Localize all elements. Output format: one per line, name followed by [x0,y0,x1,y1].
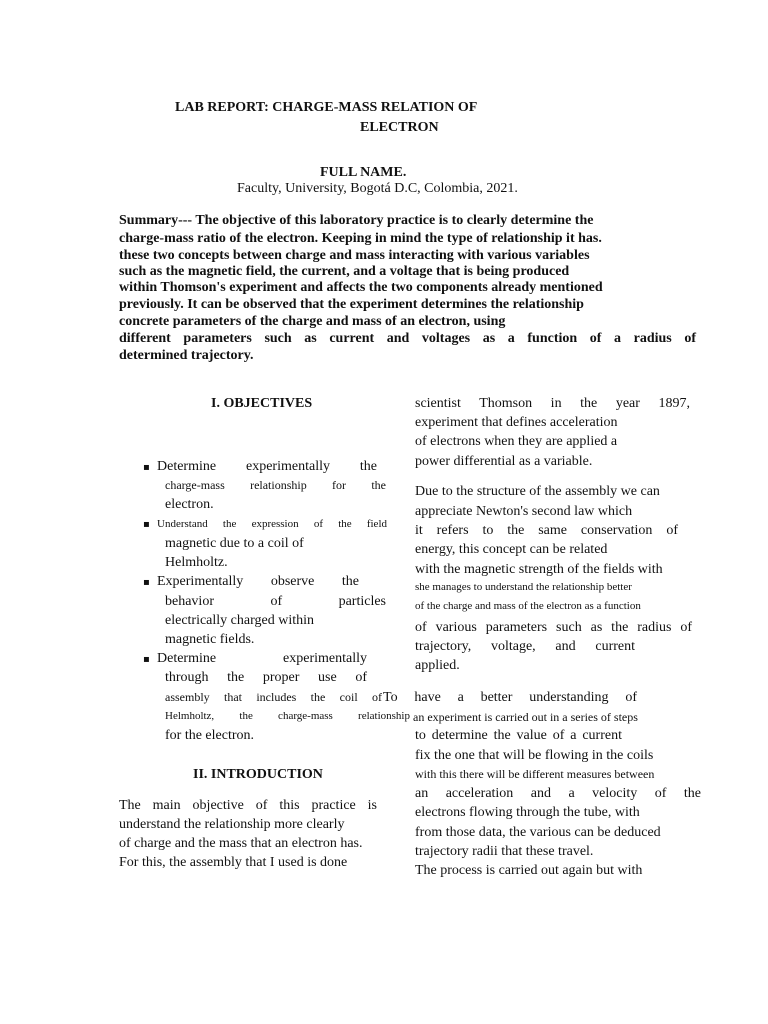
list-item: ▪ Understand the expression of the field [143,518,387,530]
paragraph-line: of charge and the mass that an electron has. [119,836,363,851]
list-item-continuation: for the electron. [165,728,255,743]
paragraph-line: To have a better understanding of [383,690,637,705]
summary-line: concrete parameters of the charge and mass of an electron, using [119,314,506,329]
summary-line: different parameters such as current and voltages as a function of a radius of [119,331,696,346]
paragraph-line: with the magnetic strength of the fields with [415,562,663,577]
author-name: FULL NAME. [320,165,407,180]
paragraph-line: to determine the value of a current [415,728,622,743]
paragraph-line: it refers to the same conservation of [415,523,678,538]
objectives-heading: I. OBJECTIVES [211,396,313,411]
paragraph-line: trajectory, voltage, and current [415,639,635,654]
list-item-continuation: through the proper use of [165,670,367,685]
square-bullet-icon: ▪ [143,462,150,473]
summary-line: within Thomson's experiment and affects the two components already mentioned [119,280,603,295]
title-line-2: ELECTRON [360,120,439,135]
summary-line: such as the magnetic field, the current, and a voltage that is being produced [119,264,570,279]
paragraph-line: of the charge and mass of the electron as a function [415,600,641,612]
list-item: ▪ Determine experimentally the [143,459,377,474]
list-item-continuation: charge-mass relationship for the [165,478,386,492]
summary-line: Summary--- The objective of this laboratory practice is to clearly determine the [119,213,594,228]
paragraph-line: scientist Thomson in the year 1897, [415,396,690,411]
paragraph-line: of electrons when they are applied a [415,434,618,449]
paragraph-line: an experiment is carried out in a series of steps [413,710,638,724]
paragraph-line: trajectory radii that these travel. [415,844,594,859]
author-affiliation: Faculty, University, Bogotá D.C, Colombia, 2021. [237,181,518,196]
summary-line: charge-mass ratio of the electron. Keeping in mind the type of relationship it has. [119,231,602,246]
paragraph-line: experiment that defines acceleration [415,415,618,430]
paragraph-line: she manages to understand the relationship better [415,581,632,593]
square-bullet-icon: ▪ [143,654,150,665]
list-item: ▪ Determine experimentally [143,651,367,666]
paragraph-line: applied. [415,658,460,673]
title-line-1: LAB REPORT: CHARGE-MASS RELATION OF [175,100,478,115]
list-item-continuation: magnetic fields. [165,632,255,647]
paragraph-line: For this, the assembly that I used is done [119,855,348,870]
summary-line: determined trajectory. [119,348,254,363]
summary-line: previously. It can be observed that the experiment determines the relationship [119,297,584,312]
paragraph-line: fix the one that will be flowing in the coils [415,748,654,763]
list-item-continuation: Helmholtz, the charge-mass relationship [165,710,410,722]
paragraph-line: power differential as a variable. [415,454,593,469]
paragraph-line: appreciate Newton's second law which [415,504,633,519]
list-item-continuation: electron. [165,497,214,512]
introduction-heading: II. INTRODUCTION [193,767,323,782]
paragraph-line: energy, this concept can be related [415,542,608,557]
paragraph-line: an acceleration and a velocity of the [415,786,701,801]
paragraph-line: from those data, the various can be deduced [415,825,661,840]
list-item-continuation: behavior of particles [165,594,386,609]
list-item-continuation: assembly that includes the coil of [165,690,382,704]
paragraph-line: The main objective of this practice is [119,798,377,813]
paragraph-line: Due to the structure of the assembly we can [415,484,660,499]
paragraph-line: understand the relationship more clearly [119,817,345,832]
square-bullet-icon: ▪ [143,577,150,588]
paragraph-line: electrons flowing through the tube, with [415,805,640,820]
summary-line: these two concepts between charge and mass interacting with various variables [119,248,590,263]
list-item-continuation: Helmholtz. [165,555,228,570]
list-item-continuation: electrically charged within [165,613,315,628]
paragraph-line: of various parameters such as the radius of [415,620,692,635]
list-item: ▪ Experimentally observe the [143,574,359,589]
list-item-continuation: magnetic due to a coil of [165,536,304,551]
paragraph-line: The process is carried out again but with [415,863,643,878]
square-bullet-icon: ▪ [143,519,150,530]
paragraph-line: with this there will be different measures between [415,767,655,781]
